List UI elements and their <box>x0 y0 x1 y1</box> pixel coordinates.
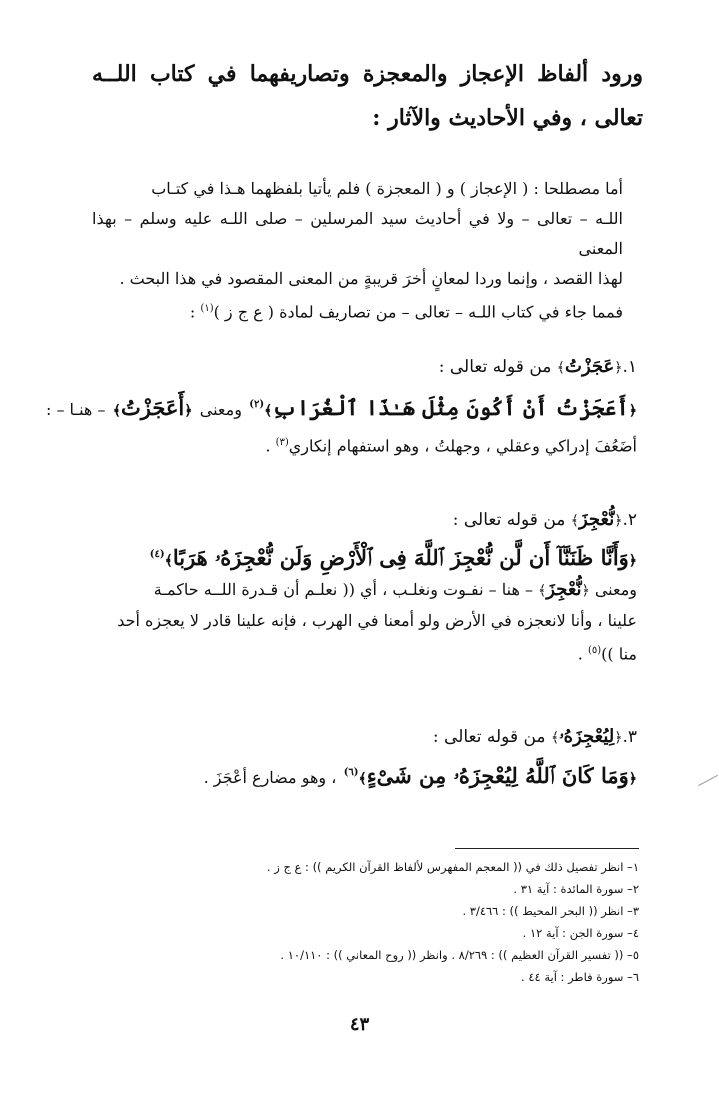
footnote-ref: (٥) <box>587 645 602 656</box>
footnote: ١– انظر تفصيل ذلك في (( المعجم المفهرس لألفاظ القرآن الكريم )) : ع ج ز . <box>266 860 639 874</box>
footnote: ٦– سورة فاطر : آية ٤٤ . <box>521 970 639 984</box>
footnote: ٢– سورة المائدة : آية ٣١ . <box>513 882 639 896</box>
footnote-ref: (٤) <box>149 549 165 560</box>
intro-line-3: لهذا القصد ، وإنما وردا لمعانٍ أخرَ قريبةٍ من المعنى المقصود في هذا البحث . <box>119 269 623 288</box>
item-2-word: نُّعْجِزَ <box>579 509 615 530</box>
item-2-meaning: ومعنى ﴿نُّعْجِزَ﴾ – هنا – نفـوت ونغلـب ، أي (( نعلـم أن قـدرة اللــه حاكمـة علينا ، وأنا لانعجزه في الأرض ولو أمعنا في الهرب ، فإنه علينا قادر لا يعجزه أحد منا ))$^{(٥)}$ . <box>117 579 637 664</box>
item-3-title: ٣.﴿لِيُعْجِزَهُۥ﴾ من قوله تعالى : <box>432 726 637 747</box>
footnote-divider <box>455 848 639 849</box>
footnote-ref: (١) <box>200 303 214 314</box>
page-number: ٤٣ <box>349 1014 370 1035</box>
section-heading: ورود ألفاظ الإعجاز والمعجزة وتصاريفهما في كتاب اللــه تعالى ، وفي الأحاديث والآثار : <box>92 61 643 131</box>
intro-paragraph <box>92 174 623 327</box>
item-1-ayah: ﴿أَعَجَزْتُ أَنْ أَكُونَ مِثْلَ هَـٰذَا ٱلْغُرَابِ﴾$^{(٢)}$ ومعنى ﴿أَعَجَزْتُ﴾ – هنـا – : <box>45 395 637 420</box>
intro-line-4: فمما جاء في كتاب اللـه – تعالى – من تصاريف لمادة ( ع ج ز )$^{(١)}$ : <box>189 302 623 322</box>
item-2-ayah: ﴿وَأَنَّا ظَنَنَّآ أَن لَّن نُّعْجِزَ ٱللَّهَ فِى ٱلْأَرْضِ وَلَن نُّعْجِزَهُۥ هَرَبًا﴾$^{(٤)}$ <box>149 545 637 570</box>
footnote: ٣– انظر (( البحر المحيط )) : ٣/٤٦٦ . <box>462 904 639 918</box>
item-2-title: ٢.﴿نُّعْجِزَ﴾ من قوله تعالى : <box>452 509 637 530</box>
footnote-ref: (٣) <box>275 437 289 448</box>
item-1-title: ١.﴿عَجَزْتُ﴾ من قوله تعالى : <box>438 356 637 377</box>
footnotes-list <box>150 856 639 988</box>
scan-mark <box>698 775 718 786</box>
item-1-word: عَجَزْتُ <box>565 356 615 377</box>
item-3-word: لِيُعْجِزَهُۥ <box>559 726 615 747</box>
footnote-ref: (٢) <box>249 399 265 410</box>
footnote: ٤– سورة الجن : آية ١٢ . <box>522 926 639 940</box>
item-3-ayah: ﴿وَمَا كَانَ ٱللَّهُ لِيُعْجِزَهُۥ مِن شَىْءٍ﴾$^{(٦)}$ ، وهو مضارع أعْجَزَ . <box>203 763 637 788</box>
footnote: ٥– (( تفسير القرآن العظيم )) : ٨/٢٦٩ . وانظر (( روح المعاني )) : ١٠/١١٠ . <box>280 948 639 962</box>
intro-line-2: اللـه – تعالى – ولا في أحاديث سيد المرسلين – صلى اللـه عليه وسلم – بهذا المعنى <box>92 209 623 258</box>
footnote-ref: (٦) <box>343 767 359 778</box>
item-1-explanation: أضَعُفَ إدراكي وعقلي ، وجهلتُ ، وهو استفهام إنكاري$^{(٣)}$ . <box>265 436 637 456</box>
intro-line-1: أما مصطلحا : ( الإعجاز ) و ( المعجزة ) فلم يأتيا بلفظهما هـذا في كتـاب <box>151 179 623 198</box>
